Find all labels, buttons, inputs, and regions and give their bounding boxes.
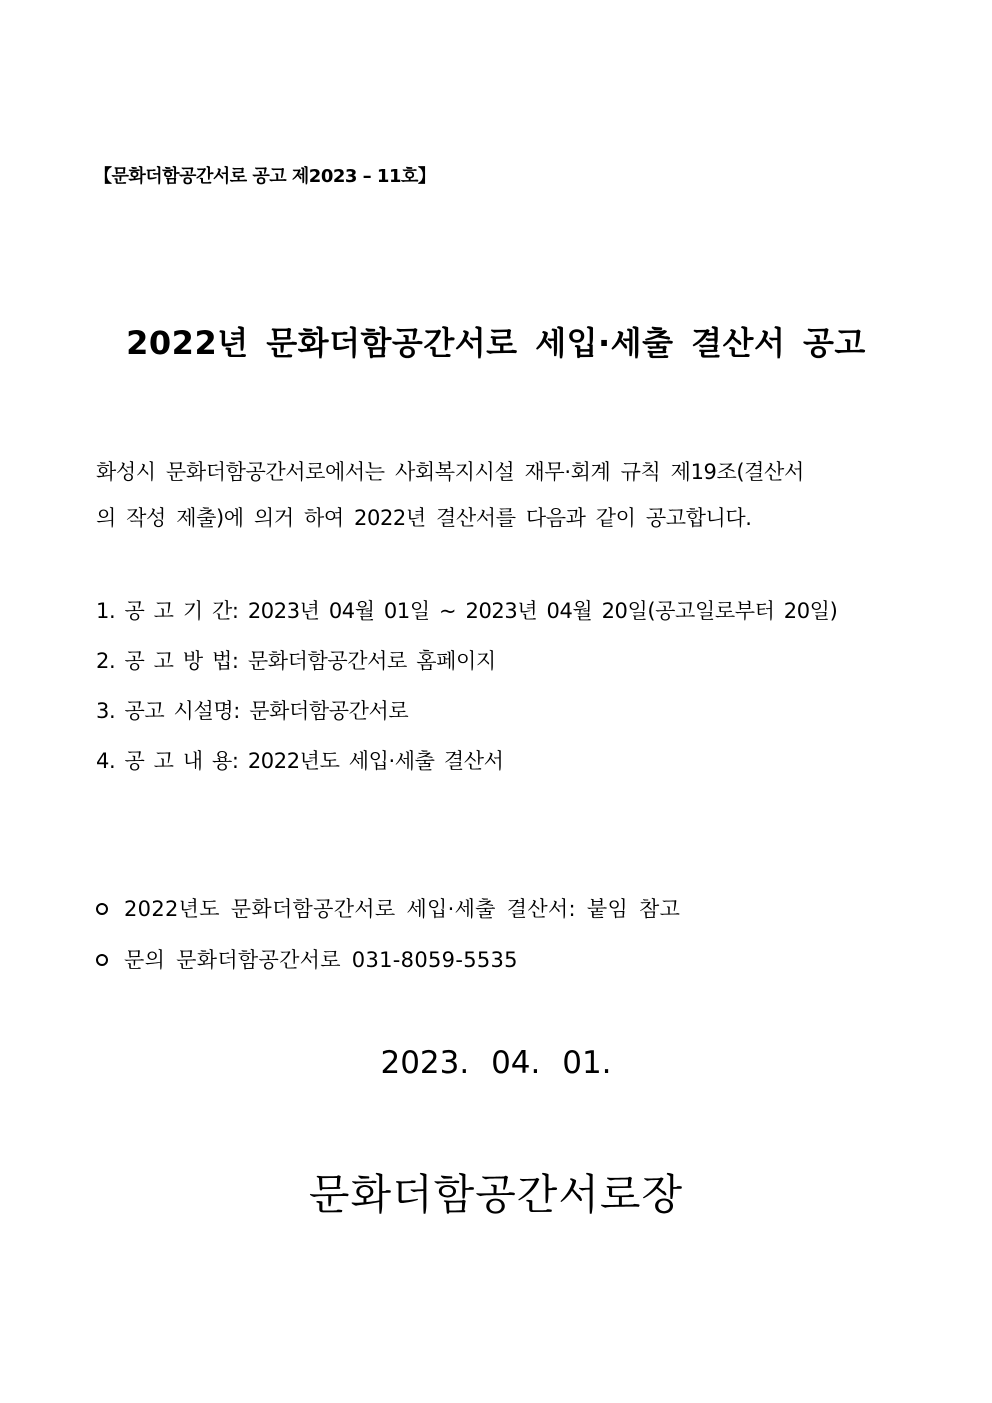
notice-item-period — [96, 595, 837, 625]
notice-item-label: 4. 공 고 내 용: — [96, 749, 239, 773]
contact-note — [96, 944, 518, 974]
notice-item-label: 3. 공고 시설명: — [96, 699, 240, 723]
page-title: 2022년 문화더함공간서로 세입·세출 결산서 공고 — [126, 324, 866, 362]
hollow-circle-icon — [96, 903, 108, 915]
attachment-note — [96, 893, 680, 923]
attachment-note-text: 2022년도 문화더함공간서로 세입·세출 결산서: 붙임 참고 — [124, 897, 681, 921]
intro-paragraph-line-2: 의 작성 제출)에 의거 하여 2022년 결산서를 다음과 같이 공고합니다. — [96, 506, 752, 530]
document-date: 2023. 04. 01. — [380, 1045, 612, 1081]
notice-item-facility — [96, 695, 408, 725]
contact-note-text: 문의 문화더함공간서로 031-8059-5535 — [124, 948, 518, 972]
notice-item-value: 문화더함공간서로 — [249, 699, 409, 723]
hollow-circle-icon — [96, 954, 108, 966]
signature-issuer: 문화더함공간서로장 — [308, 1170, 684, 1219]
notice-item-value: 2023년 04월 01일 ~ 2023년 04월 20일(공고일로부터 20일) — [247, 599, 838, 623]
notice-item-label: 2. 공 고 방 법: — [96, 649, 239, 673]
notice-item-content — [96, 745, 504, 775]
notice-item-label: 1. 공 고 기 간: — [96, 599, 239, 623]
notice-item-value: 2022년도 세입·세출 결산서 — [247, 749, 504, 773]
notice-item-value: 문화더함공간서로 홈페이지 — [247, 649, 496, 673]
intro-paragraph-line-1: 화성시 문화더함공간서로에서는 사회복지시설 재무·회계 규칙 제19조(결산서 — [96, 460, 804, 484]
notice-item-method — [96, 645, 496, 675]
notice-number: 【문화더함공간서로 공고 제2023 – 11호】 — [94, 166, 436, 187]
